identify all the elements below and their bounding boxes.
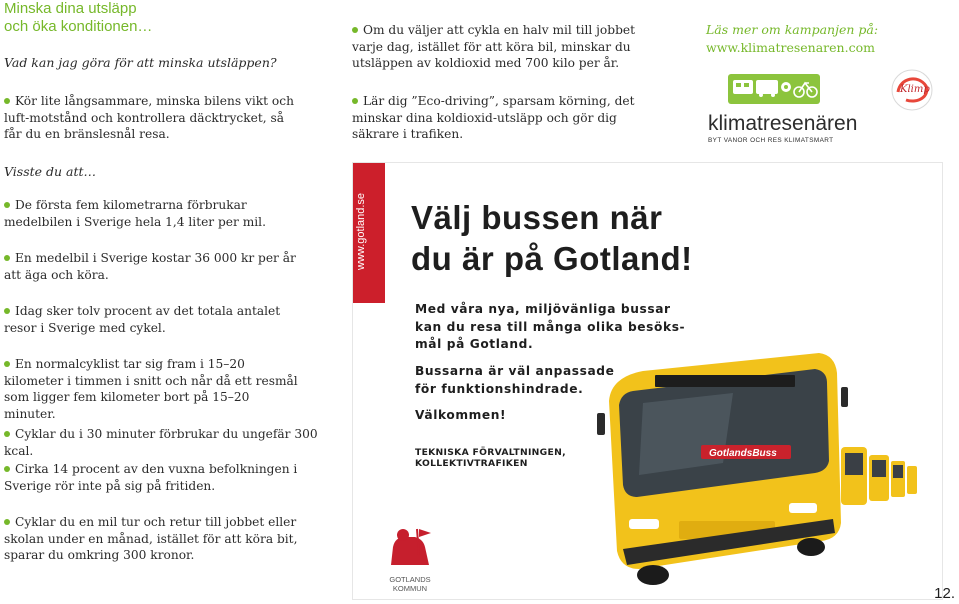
ad-department (415, 447, 566, 469)
title-line-2: och öka konditionen… (4, 18, 153, 35)
kommun-line: KOMMUN (392, 584, 428, 593)
ad-headline (411, 197, 693, 279)
did-you-know-heading: Visste du att… (4, 164, 97, 179)
fact-text: Cyklar du en mil tur och retur till jobbet eller skolan under en månad, istället för att köra bit, sparar du omkring 300 kronor. (4, 515, 298, 562)
bullet-icon (4, 98, 10, 104)
gotlands-kommun-logo (383, 525, 437, 595)
fact-text: Cyklar du i 30 minuter förbrukar du ungefär 300 kcal. (4, 427, 318, 458)
fact-text: Idag sker tolv procent av det totala antalet resor i Sverige med cykel. (4, 304, 281, 335)
ad-dept-line: TEKNISKA FÖRVALTNINGEN, (415, 447, 566, 458)
question-heading: Vad kan jag göra för att minska utsläppen? (4, 55, 277, 70)
title-line-1: Minska dina utsläpp (4, 0, 137, 17)
bullet-icon (352, 27, 358, 33)
ad-side-url: www.gotland.se (355, 192, 367, 270)
campaign-link[interactable]: www.klimatresenaren.com (706, 40, 875, 55)
kommun-line: GOTLANDS (389, 575, 431, 584)
logo-wordmark: klimatresenären (708, 112, 858, 135)
bus-sign-text: GotlandsBuss (709, 448, 777, 459)
bullet-icon (4, 519, 10, 525)
read-more-label: Läs mer om kampanjen på: (706, 22, 879, 37)
ad-welcome: Välkommen! (415, 408, 507, 422)
tip-text: Lär dig ”Eco-driving”, sparsam körning, det minskar dina koldioxid-utsläpp och gör dig säkrare i trafiken. (352, 94, 635, 141)
fact-text: En medelbil i Sverige kostar 36 000 kr per år att äga och köra. (4, 251, 296, 282)
ad-line: kan du resa till många olika besöks- (415, 319, 686, 334)
logo-graphic (706, 68, 946, 148)
ad-line: Med våra nya, miljövänliga bussar (415, 302, 671, 316)
bus-icon (756, 80, 778, 94)
bullet-icon (4, 431, 10, 437)
tip-text: Om du väljer att cykla en halv mil till jobbet varje dag, istället för att köra bil, minskar du utsläppen av koldioxid med 700 kilo per år. (352, 23, 635, 70)
tip-text: Kör lite långsammare, minska bilens vikt och luft-motstånd och kontrollera däcktrycket, så får du en bränslesnål resa. (4, 94, 294, 141)
klimatresenaren-logo (706, 68, 946, 148)
bus-image (583, 343, 943, 600)
tip-item (352, 93, 662, 143)
fact-item (4, 514, 319, 564)
bullet-icon (4, 202, 10, 208)
ad-line: mål på Gotland. (415, 337, 534, 351)
main-bus (597, 353, 848, 585)
ram-crest-icon (383, 525, 437, 571)
logo-tagline: BYT VANOR OCH RES KLIMATSMART (708, 137, 834, 144)
fact-item (4, 250, 304, 283)
tip-item (4, 93, 304, 143)
fact-item (4, 303, 304, 336)
bus-advertisement (352, 162, 943, 600)
fact-text: De första fem kilometrarna förbrukar medelbilen i Sverige hela 1,4 liter per mil. (4, 198, 266, 229)
fact-text: En normalcyklist tar sig fram i 15–20 kilometer i timmen i snitt och når då ett resmål som ligger fem kilometer bort på 15–20 minuter. (4, 357, 298, 421)
kommun-text (383, 575, 437, 593)
bullet-icon (4, 308, 10, 314)
ad-dept-line: KOLLEKTIVTRAFIKEN (415, 458, 528, 469)
ad-headline-line-2: du är på Gotland! (411, 240, 693, 277)
fact-item (4, 426, 334, 459)
tip-item (352, 22, 662, 72)
bullet-icon (4, 255, 10, 261)
background-buses (841, 447, 917, 505)
bullet-icon (352, 98, 358, 104)
fact-text: Cirka 14 procent av den vuxna befolkningen i Sverige rör inte på sig på fritiden. (4, 462, 298, 493)
page-title (4, 0, 152, 36)
ad-line: Bussarna är väl anpassade (415, 364, 615, 378)
ad-headline-line-1: Välj bussen när (411, 199, 663, 236)
ad-line: för funktionshindrade. (415, 381, 584, 396)
page-number: 12. (934, 585, 955, 602)
fact-item (4, 197, 304, 230)
fact-item (4, 461, 324, 494)
bullet-icon (4, 466, 10, 472)
klimp-label: Klimp (900, 84, 930, 95)
fact-item (4, 356, 304, 422)
bullet-icon (4, 361, 10, 367)
